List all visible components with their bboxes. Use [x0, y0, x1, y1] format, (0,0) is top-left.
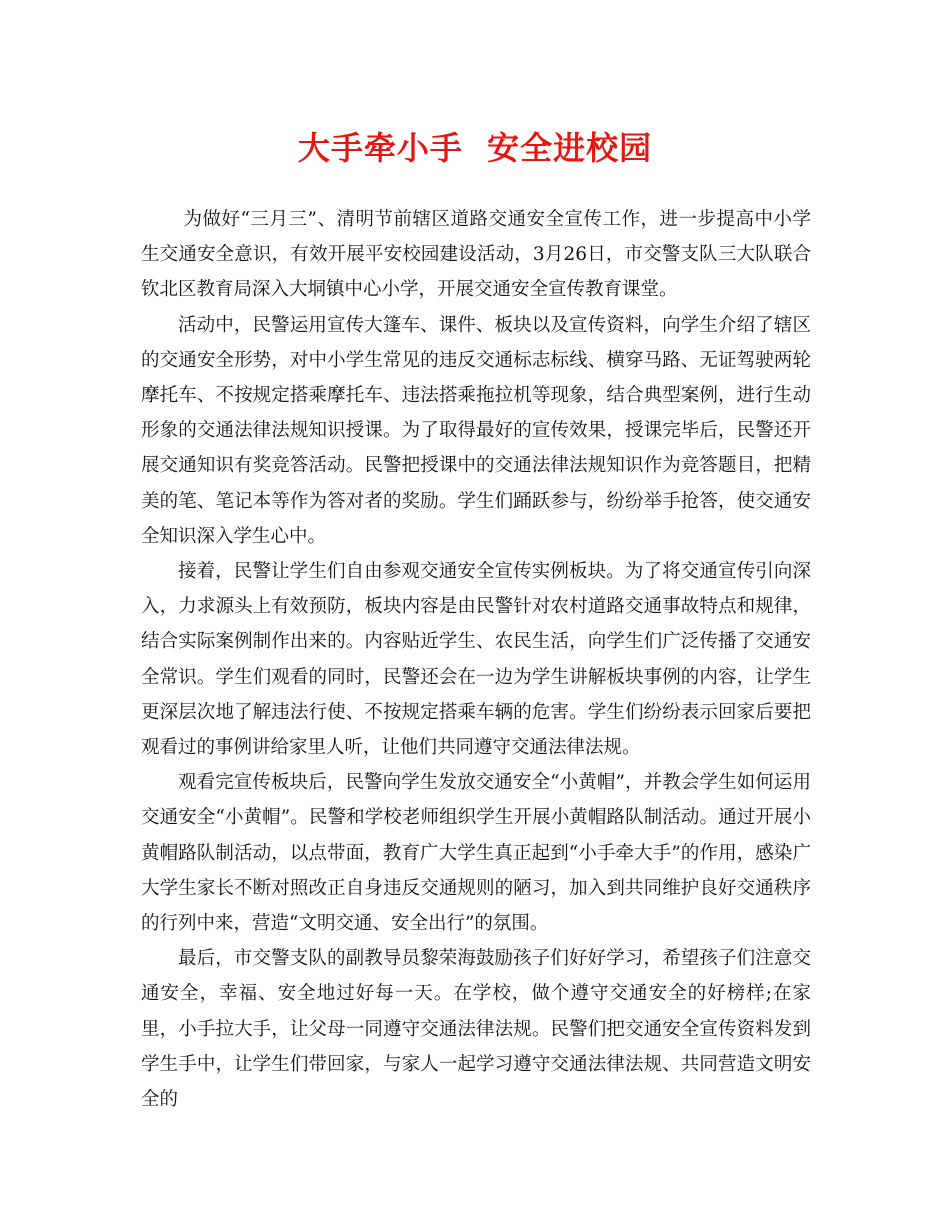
paragraph-5: 最后，市交警支队的副教导员黎荣海鼓励孩子们好好学习，希望孩子们注意交通安全，幸福、安全地过好每一天。在学校，做个遵守交通安全的好榜样;在家里，小手拉大手，让父母一同遵守交通法律法规。民警们把交通安全宣传资料发到学生手中，让学生们带回家，与家人一起学习遵守交通法律法规、共同营造文明安全的: [141, 948, 811, 1111]
article-body: [141, 202, 811, 1117]
page-title: 大手牵小手 安全进校园: [297, 129, 653, 167]
paragraph-4: 观看完宣传板块后，民警向学生发放交通安全“小黄帽”，并教会学生如何运用交通安全“小黄帽”。民警和学校老师组织学生开展小黄帽路队制活动。通过开展小黄帽路队制活动，以点带面，教育广大学生真正起到“小手牵大手”的作用，感染广大学生家长不断对照改正自身违反交通规则的陋习，加入到共同维护良好交通秩序的行列中来，营造“文明交通、安全出行”的氛围。: [141, 772, 811, 935]
paragraph-1: 为做好“三月三”、清明节前辖区道路交通安全宣传工作，进一步提高中小学生交通安全意识，有效开展平安校园建设活动，3月26日，市交警支队三大队联合钦北区教育局深入大垌镇中心小学，开展交通安全宣传教育课堂。: [141, 209, 811, 301]
paragraph-2: 活动中，民警运用宣传大篷车、课件、板块以及宣传资料，向学生介绍了辖区的交通安全形势，对中小学生常见的违反交通标志标线、横穿马路、无证驾驶两轮摩托车、不按规定搭乘摩托车、违法搭乘拖拉机等现象，结合典型案例，进行生动形象的交通法律法规知识授课。为了取得最好的宣传效果，授课完毕后，民警还开展交通知识有奖竞答活动。民警把授课中的交通法律法规知识作为竞答题目，把精美的笔、笔记本等作为答对者的奖励。学生们踊跃参与，纷纷举手抢答，使交通安全知识深入学生心中。: [141, 314, 811, 547]
paragraph-3: 接着，民警让学生们自由参观交通安全宣传实例板块。为了将交通宣传引向深入，力求源头上有效预防，板块内容是由民警针对农村道路交通事故特点和规律，结合实际案例制作出来的。内容贴近学生、农民生活，向学生们广泛传播了交通安全常识。学生们观看的同时，民警还会在一边为学生讲解板块事例的内容，让学生更深层次地了解违法行使、不按规定搭乘车辆的危害。学生们纷纷表示回家后要把观看过的事例讲给家里人听，让他们共同遵守交通法律法规。: [141, 561, 811, 759]
